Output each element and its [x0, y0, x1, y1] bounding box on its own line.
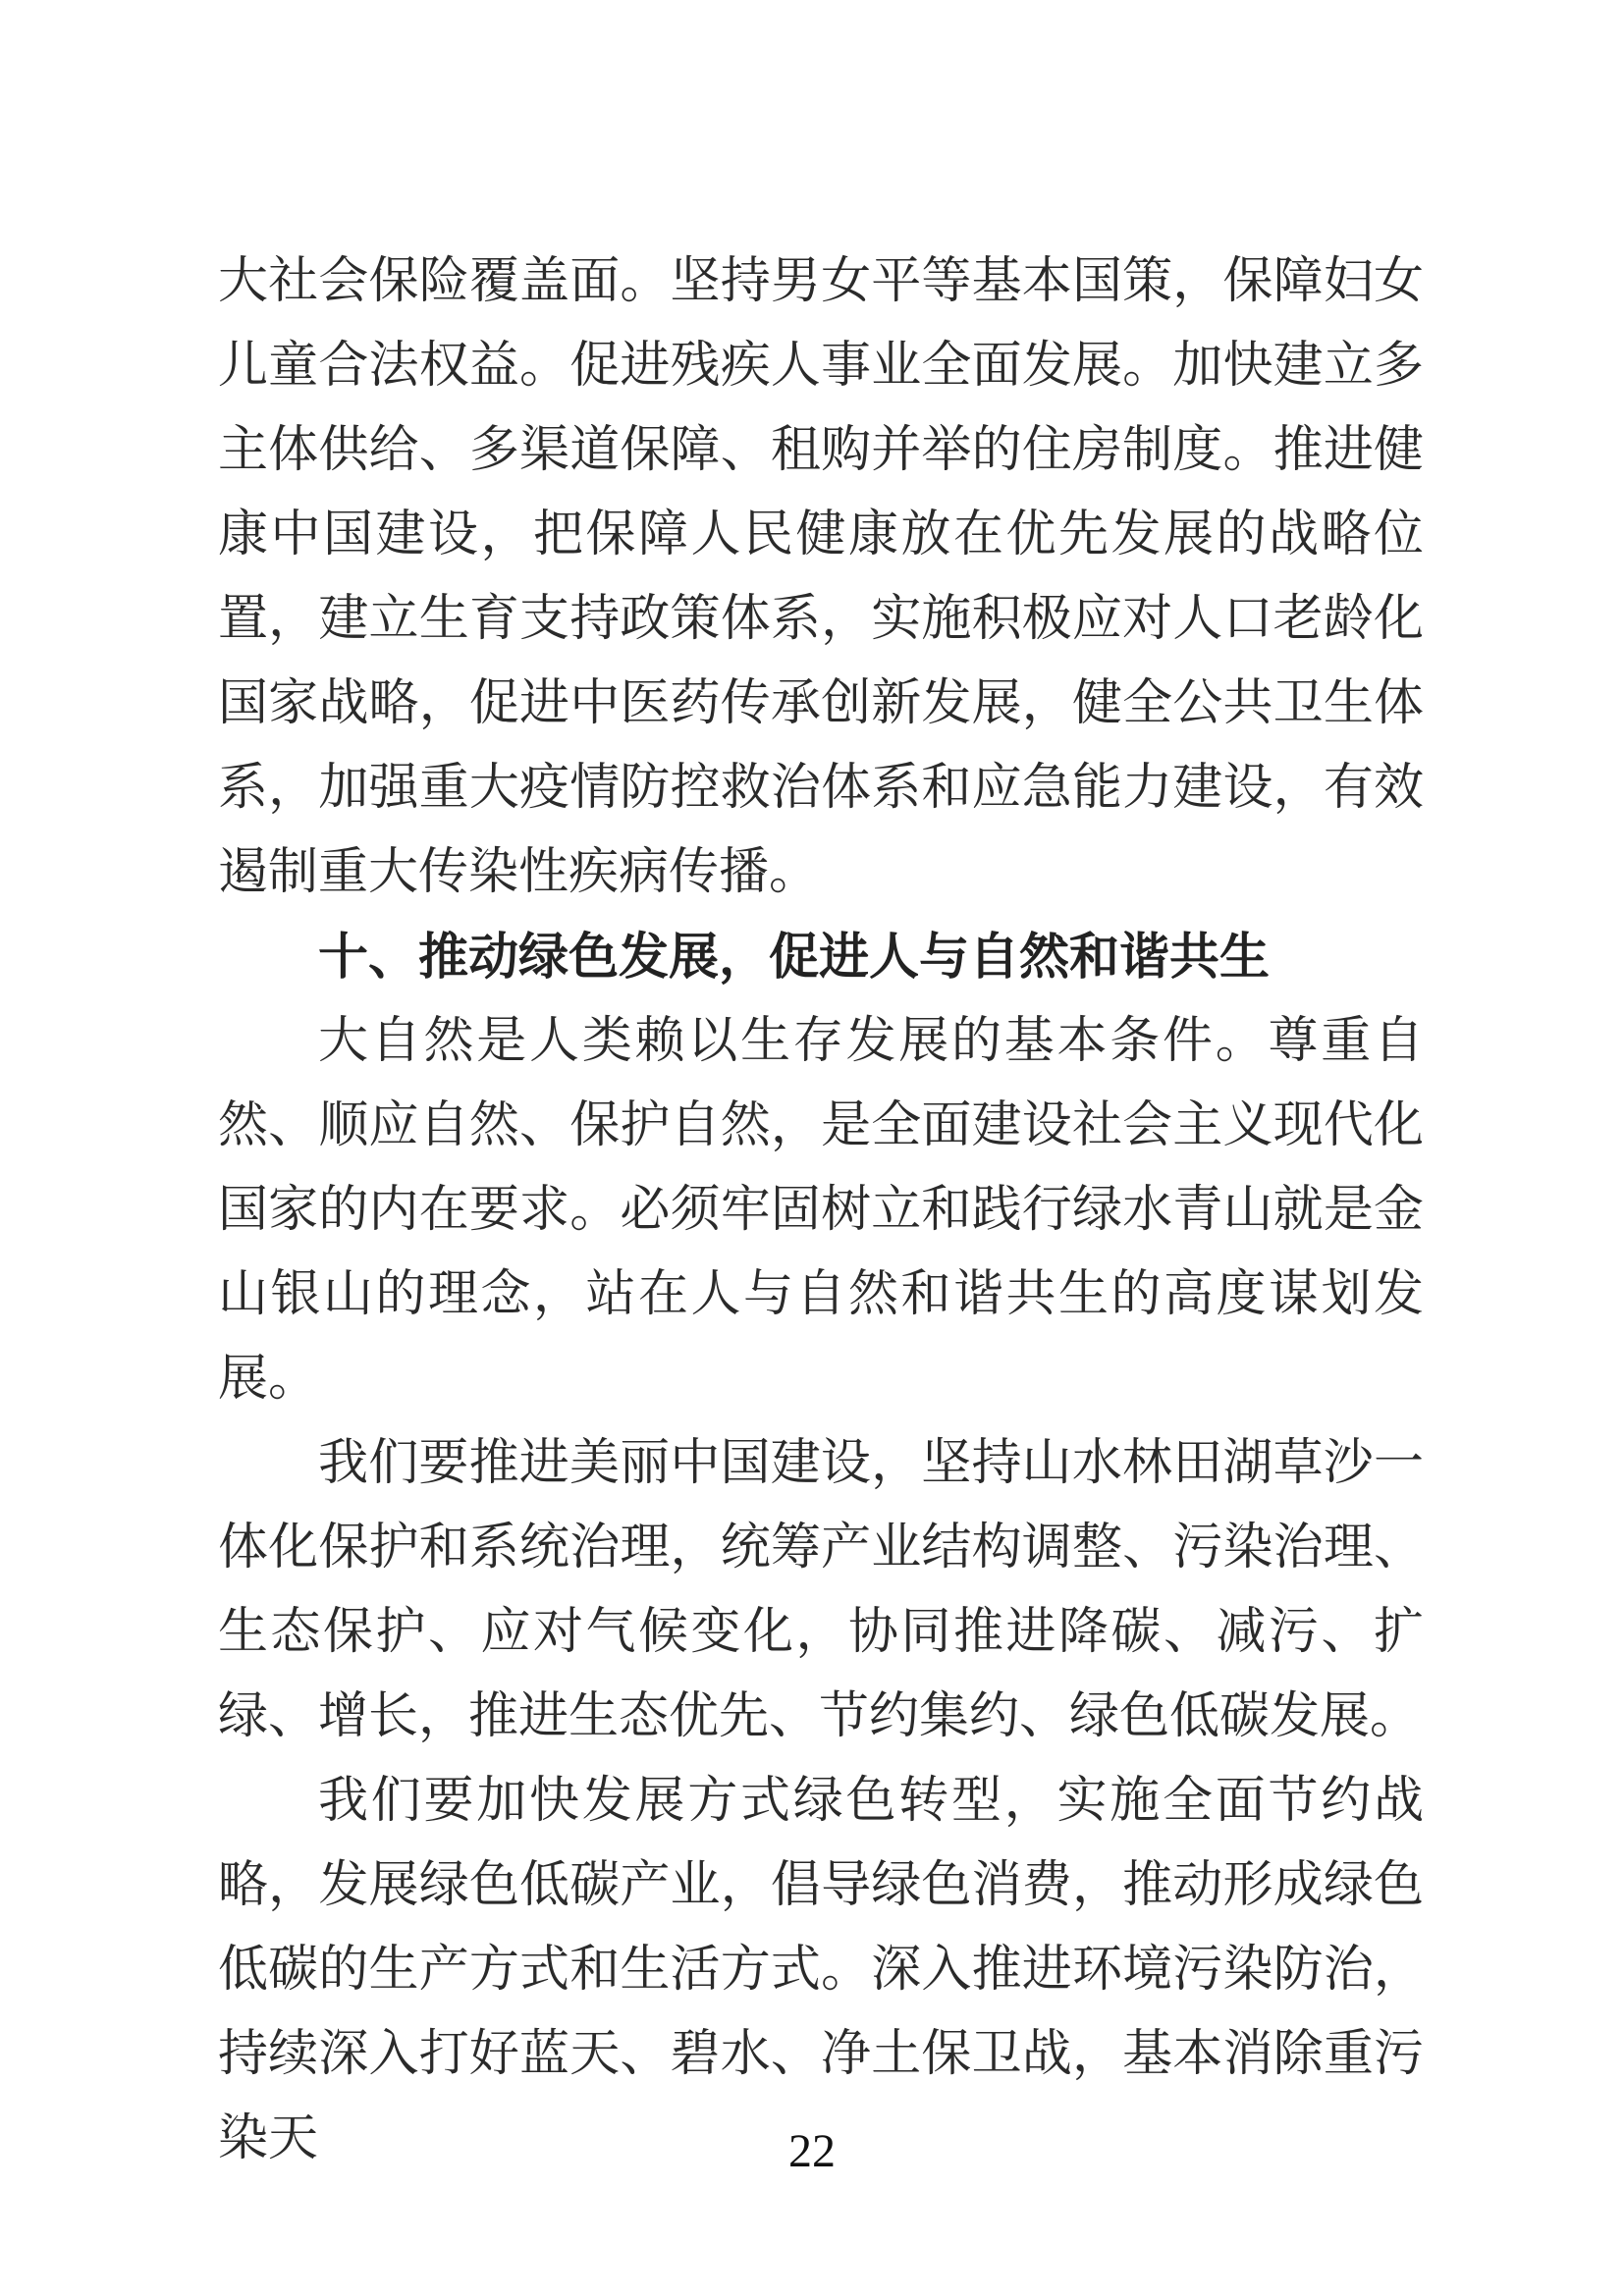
paragraph-beautiful-china: 我们要推进美丽中国建设，坚持山水林田湖草沙一体化保护和系统治理，统筹产业结构调整、污染治理、生态保护、应对气候变化，协同推进降碳、减污、扩绿、增长，推进生态优先、节约集约、绿色低碳发展。 — [218, 1436, 1424, 1744]
paragraph-social-security-health: 大社会保险覆盖面。坚持男女平等基本国策，保障妇女儿童合法权益。促进残疾人事业全面发展。加快建立多主体供给、多渠道保障、租购并举的住房制度。推进健康中国建设，把保障人民健康放在优先发展的战略位置，建立生育支持政策体系，实施积极应对人口老龄化国家战略，促进中医药传承创新发展，健全公共卫生体系，加强重大疫情防控救治体系和应急能力建设，有效遏制重大传染性疾病传播。 — [218, 254, 1424, 900]
page-footer — [0, 2124, 1624, 2179]
page-number: 22 — [788, 2125, 836, 2177]
paragraph-nature-foundation: 大自然是人类赖以生存发展的基本条件。尊重自然、顺应自然、保护自然，是全面建设社会主义现代化国家的内在要求。必须牢固树立和践行绿水青山就是金山银山的理念，站在人与自然和谐共生的高度谋划发展。 — [218, 1014, 1424, 1407]
paragraph-green-transition: 我们要加快发展方式绿色转型，实施全面节约战略，发展绿色低碳产业，倡导绿色消费，推动形成绿色低碳的生产方式和生活方式。深入推进环境污染防治，持续深入打好蓝天、碧水、净土保卫战，基本消除重污染天 — [218, 1774, 1424, 2166]
page-content — [218, 240, 1424, 2181]
section-heading-green-development: 十、推动绿色发展，促进人与自然和谐共生 — [318, 929, 1271, 985]
